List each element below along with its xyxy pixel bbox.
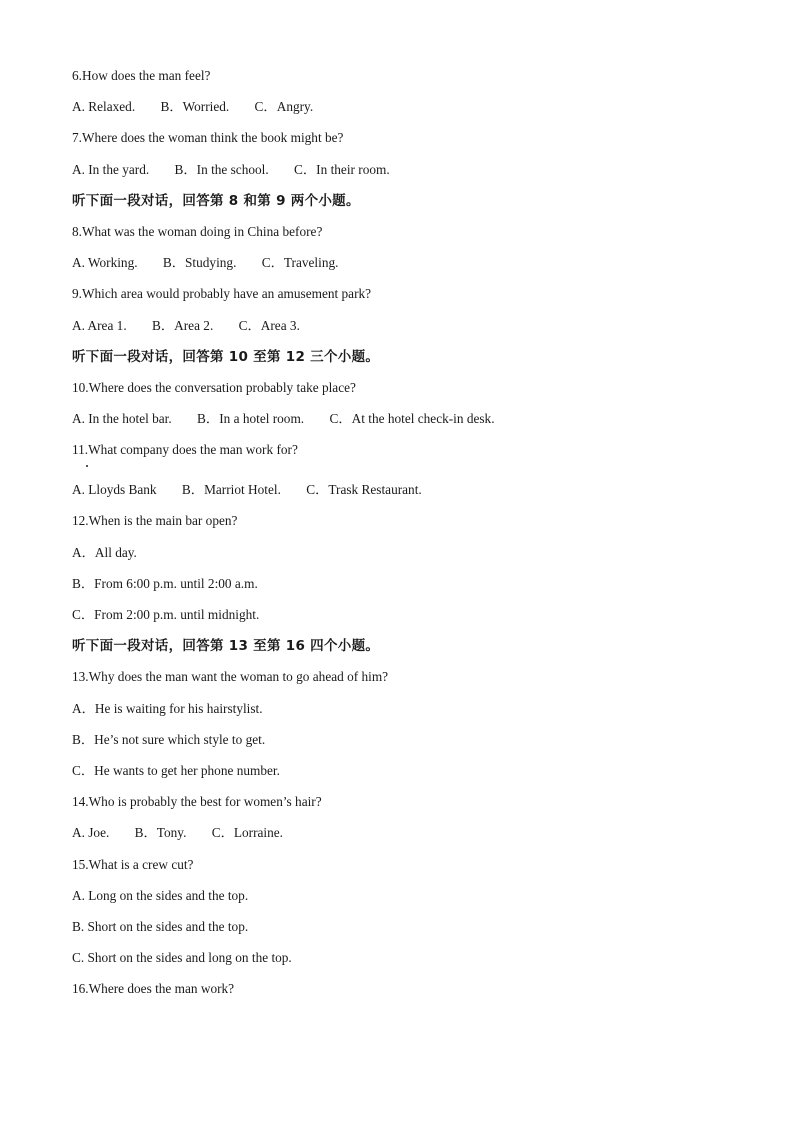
question-6: 6.How does the man feel? <box>72 68 211 83</box>
option-10b: B．In a hotel room. <box>197 411 305 427</box>
option-11a: A. Lloyds Bank <box>72 482 157 498</box>
exam-page <box>72 66 752 1010</box>
option-7c: C．In their room. <box>294 161 390 177</box>
option-9b: B．Area 2. <box>151 317 214 333</box>
question-14: 14.Who is probably the best for women’s hair? <box>72 794 322 810</box>
option-12c: C．From 2:00 p.m. until midnight. <box>72 607 260 622</box>
option-12a: A．All day. <box>72 544 137 560</box>
option-6a: A. Relaxed. <box>72 99 136 115</box>
section-heading-8-9: 听下面一段对话，回答第 8 和第 9 两个小题。 <box>72 192 360 209</box>
option-7b: B．In the school. <box>174 161 269 177</box>
options-9 <box>72 316 752 347</box>
stray-mark <box>86 465 88 467</box>
option-10c: C．At the hotel check-in desk. <box>329 411 495 427</box>
question-10: 10.Where does the conversation probably take place? <box>72 379 356 395</box>
options-14 <box>72 823 752 854</box>
option-6c: C．Angry. <box>254 99 314 115</box>
option-8b: B．Studying. <box>162 255 237 271</box>
question-8: 8.What was the woman doing in China before? <box>72 223 323 239</box>
option-11b: B．Marriot Hotel. <box>181 482 281 498</box>
option-10a: A. In the hotel bar. <box>72 411 172 427</box>
question-11: 11.What company does the man work for? <box>72 442 298 458</box>
option-14a: A. Joe. <box>72 825 110 841</box>
options-11 <box>72 480 752 511</box>
option-15a: A. Long on the sides and the top. <box>72 887 249 903</box>
options-8 <box>72 253 752 284</box>
option-13b: B．He’s not sure which style to get. <box>72 731 266 747</box>
option-11c: C．Trask Restaurant. <box>306 482 422 498</box>
option-7a: A. In the yard. <box>72 161 150 177</box>
section-heading-10-12: 听下面一段对话，回答第 10 至第 12 三个小题。 <box>72 348 380 365</box>
option-13c: C．He wants to get her phone number. <box>72 762 280 778</box>
question-13: 13.Why does the man want the woman to go ahead of him? <box>72 669 389 685</box>
question-9: 9.Which area would probably have an amusement park? <box>72 286 372 302</box>
question-16: 16.Where does the man work? <box>72 981 235 997</box>
option-15c: C. Short on the sides and long on the top. <box>72 950 292 966</box>
option-12b: B．From 6:00 p.m. until 2:00 a.m. <box>72 575 258 591</box>
option-9c: C．Area 3. <box>238 317 300 333</box>
option-14b: B．Tony. <box>134 825 187 841</box>
option-13a: A．He is waiting for his hairstylist. <box>72 700 263 716</box>
options-7 <box>72 160 752 191</box>
option-6b: B．Worried. <box>160 99 230 115</box>
section-heading-13-16: 听下面一段对话，回答第 13 至第 16 四个小题。 <box>72 638 380 655</box>
option-8c: C．Traveling. <box>261 255 339 271</box>
question-12: 12.When is the main bar open? <box>72 513 238 529</box>
options-6 <box>72 97 752 128</box>
option-8a: A. Working. <box>72 255 138 271</box>
option-14c: C．Lorraine. <box>211 825 283 841</box>
option-15b: B. Short on the sides and the top. <box>72 918 249 934</box>
question-7: 7.Where does the woman think the book might be? <box>72 130 344 146</box>
options-10 <box>72 409 752 440</box>
question-15: 15.What is a crew cut? <box>72 856 194 872</box>
option-9a: A. Area 1. <box>72 317 127 333</box>
